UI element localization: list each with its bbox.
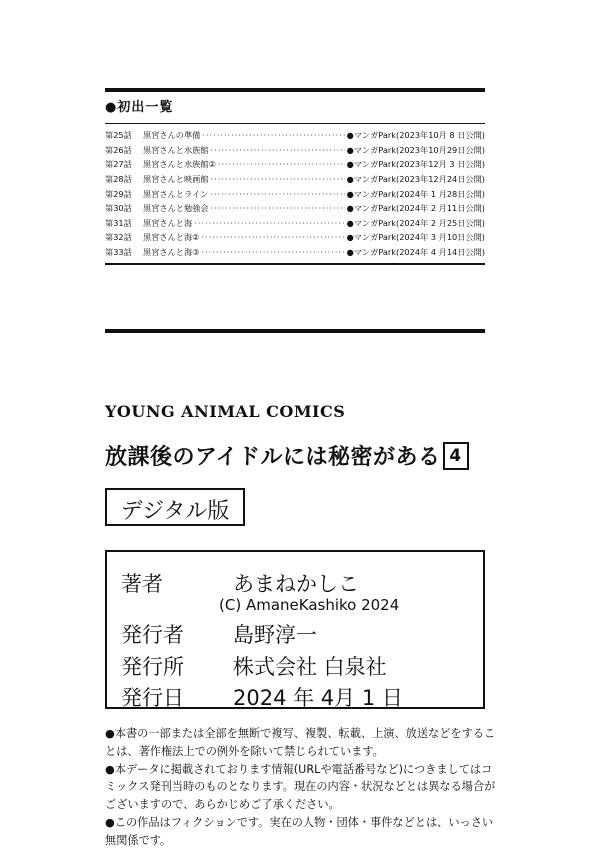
episode-number: 第28話 (105, 174, 132, 185)
episode-published: ●マンガPark(2024年 2 月25日公開) (346, 217, 485, 228)
episode-number: 第27話 (105, 159, 132, 170)
leader-dots (210, 187, 344, 201)
book-title (105, 440, 469, 471)
copyright-note: ●本書の一部または全部を無断で複写、複製、転載、上演、放送などをすることは、著作権法上での例外を除いて禁じられています。 (105, 727, 496, 758)
episode-number: 第33話 (105, 247, 132, 258)
colophon-box (105, 550, 485, 709)
episode-number: 第31話 (105, 217, 132, 228)
date-label: 発行日 (121, 686, 184, 710)
publication-date: 2024 年 4月 1 日 (233, 686, 403, 710)
episode-title: 黒宮さんとライン (143, 188, 209, 199)
leader-dots (202, 128, 344, 142)
episode-number: 第25話 (105, 130, 132, 141)
episode-published: ●マンガPark(2024年 4 月14日公開) (346, 247, 485, 258)
leader-dots (201, 230, 344, 244)
publisher-label: 発行所 (121, 655, 184, 679)
leader-dots (218, 157, 345, 171)
section-divider (105, 329, 485, 333)
leader-dots (211, 143, 345, 157)
episode-published: ●マンガPark(2024年 3 月10日公開) (346, 232, 485, 243)
episode-published: ●マンガPark(2024年 2 月11日公開) (346, 203, 485, 214)
episode-title: 黒宮さんの準備 (143, 130, 201, 141)
episode-published: ●マンガPark(2023年10月 8 日公開) (346, 130, 485, 141)
publisher-person-name: 島野淳一 (233, 623, 317, 647)
fiction-note: ●この作品はフィクションです。実在の人物・団体・事件などとは、いっさい無関係です。 (105, 815, 494, 847)
leader-dots (211, 201, 345, 215)
episode-row (105, 143, 485, 158)
episode-list (105, 128, 485, 259)
episode-row (105, 186, 485, 201)
episode-title: 黒宮さんと海③ (143, 247, 200, 258)
book-title-text: 放課後のアイドルには秘密がある (105, 445, 441, 470)
episode-published: ●マンガPark(2023年10月29日公開) (346, 144, 485, 155)
leader-dots (194, 216, 344, 230)
edition-box (105, 488, 245, 526)
episode-row (105, 172, 485, 187)
leader-dots (201, 245, 344, 259)
episode-number: 第29話 (105, 188, 132, 199)
edition-label: デジタル版 (120, 499, 230, 524)
first-appearance-heading: ●初出一覧 (105, 100, 174, 115)
author-name: あまねかしこ (233, 572, 359, 596)
episode-row (105, 245, 485, 260)
episode-row (105, 201, 485, 216)
legal-notes (105, 725, 500, 850)
episode-title: 黒宮さんと水族館 (143, 144, 209, 155)
list-top-rule (105, 88, 485, 92)
episode-title: 黒宮さんと映画館 (143, 174, 209, 185)
date-row (121, 682, 403, 712)
episode-title: 黒宮さんと海 (143, 217, 193, 228)
episode-row (105, 128, 485, 143)
list-header-rule (105, 123, 485, 124)
episode-published: ●マンガPark(2023年12月 3 日公開) (346, 159, 485, 170)
episode-number: 第32話 (105, 232, 132, 243)
episode-row (105, 230, 485, 245)
list-bottom-rule (105, 263, 485, 265)
volume-number: 4 (443, 442, 469, 470)
data-info-note: ●本データに掲載されております情報(URLや電話番号など)につきましてはコミックス発刊当時のものとなります。現在の内容・状況などとは異なる場合がございますので、あらかじめご了承ください。 (105, 762, 496, 812)
copyright-notice: (C) AmaneKashiko 2024 (219, 596, 400, 614)
episode-title: 黒宮さんと海② (143, 232, 200, 243)
author-row (121, 568, 359, 598)
leader-dots (211, 172, 345, 186)
episode-title: 黒宮さんと勉強会 (143, 203, 209, 214)
episode-published: ●マンガPark(2023年12月24日公開) (346, 174, 485, 185)
episode-number: 第26話 (105, 144, 132, 155)
author-label: 著者 (121, 572, 163, 596)
episode-number: 第30話 (105, 203, 132, 214)
publisher-name: 株式会社 白泉社 (233, 655, 387, 679)
episode-row (105, 157, 485, 172)
publisher-row (121, 651, 387, 681)
series-label: YOUNG ANIMAL COMICS (105, 402, 346, 421)
episode-published: ●マンガPark(2024年 1 月28日公開) (346, 188, 485, 199)
publisher-person-row (121, 619, 317, 649)
episode-title: 黒宮さんと水族館② (143, 159, 216, 170)
episode-row (105, 216, 485, 231)
publisher-person-label: 発行者 (121, 623, 184, 647)
